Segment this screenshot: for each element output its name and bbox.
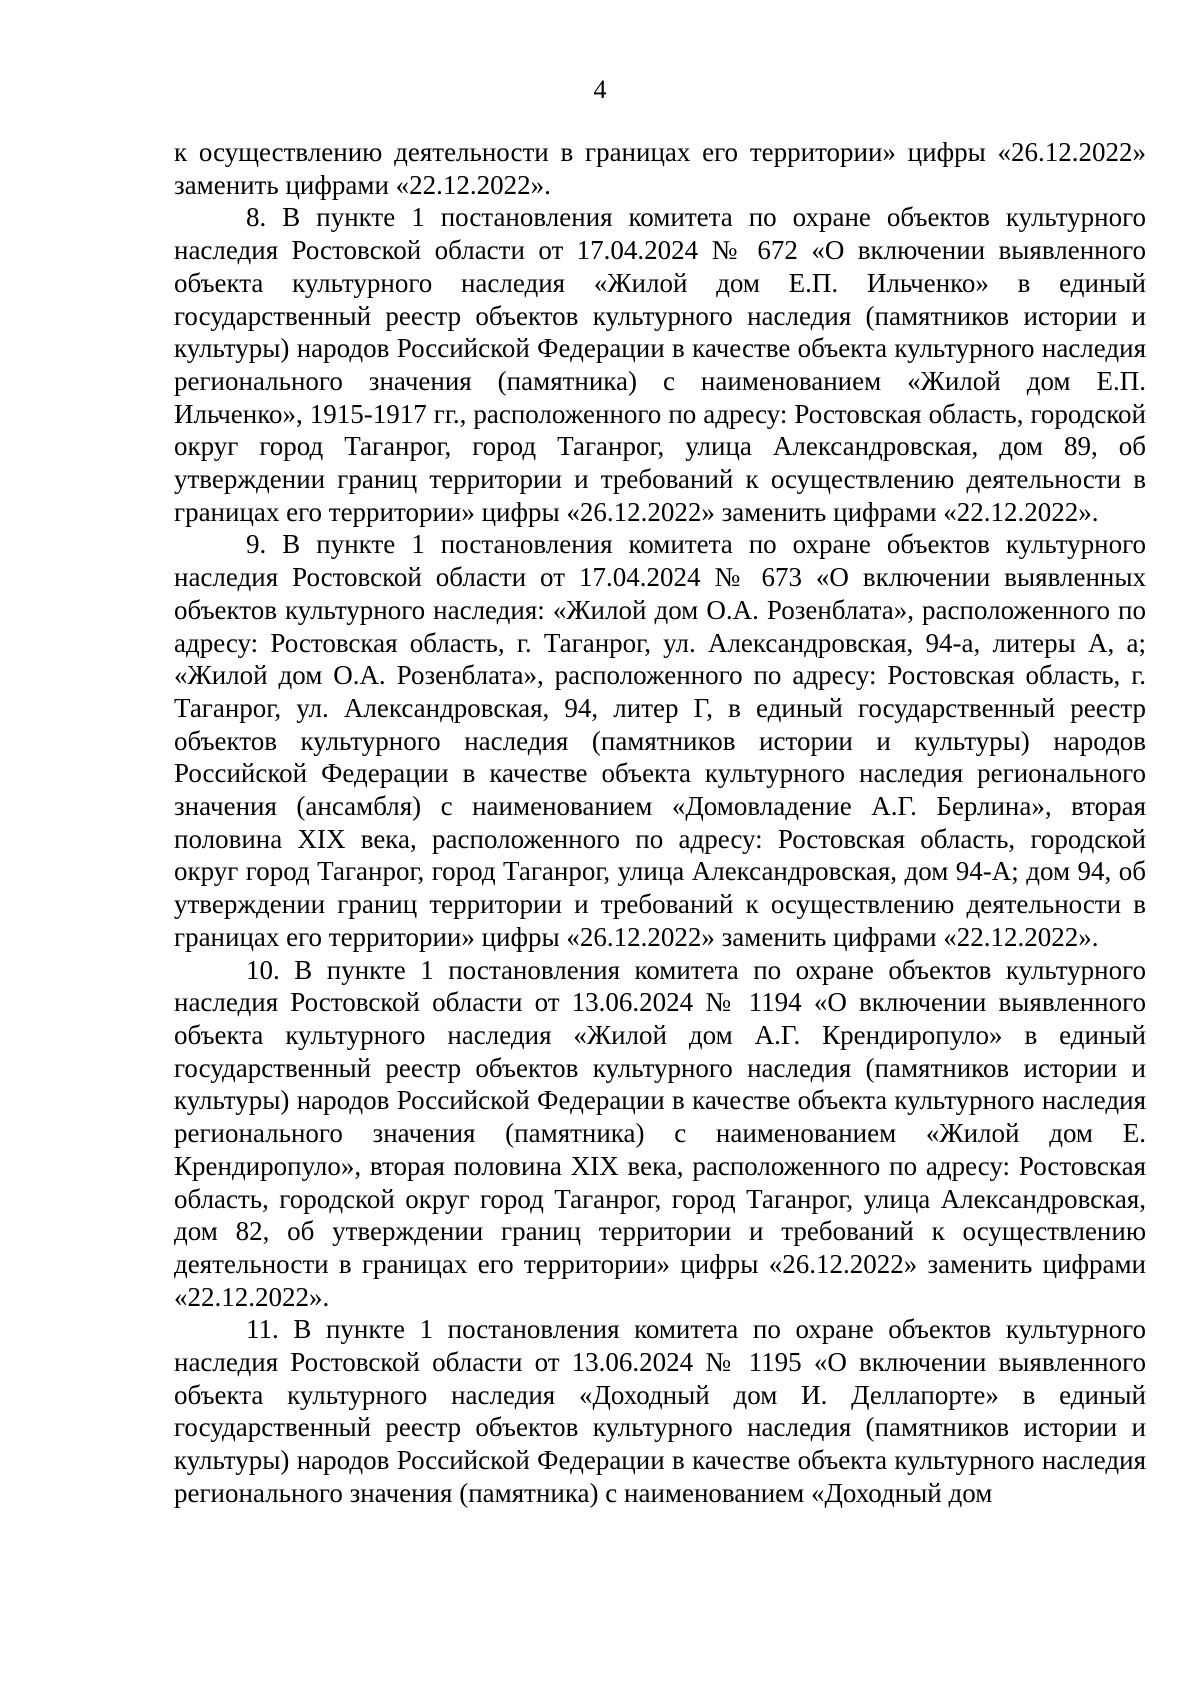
paragraph-item-11: 11. В пункте 1 постановления комитета по охране объектов культурного наследия Ростовской области от 13.06.2024 № 1195 «О включении выявленного объекта культурного наследия «Доходный дом И. Деллапорте» в единый государственный реестр объектов культурного наследия (памятников истории и культуры) народов Российской Федерации в качестве объекта культурного наследия регионального значения (памятника) с наименованием «Доходный дом [174, 1314, 1146, 1508]
paragraph-continuation: к осуществлению деятельности в границах его территории» цифры «26.12.2022» заменить цифрами «22.12.2022». [174, 137, 1146, 200]
paragraph-item-9: 9. В пункте 1 постановления комитета по охране объектов культурного наследия Ростовской области от 17.04.2024 № 673 «О включении выявленных объектов культурного наследия: «Жилой дом О.А. Розенблата», расположенного по адресу: Ростовская область, г. Таганрог, ул. Александровская, 94-а, литеры А, а; «Жилой дом О.А. Розенблата», расположенного по адресу: Ростовская область, г. Таганрог, ул. Александровская, 94, литер Г, в единый государственный реестр объектов культурного наследия (памятников истории и культуры) народов Российской Федерации в качестве объекта культурного наследия регионального значения (ансамбля) с наименованием «Домовладение А.Г. Берлина», вторая половина XIX века, расположенного по адресу: Ростовская область, городской округ город Таганрог, город Таганрог, улица Александровская, дом 94-А; дом 94, об утверждении границ территории и требований к осуществлению деятельности в границах его территории» цифры «26.12.2022» заменить цифрами «22.12.2022». [174, 529, 1146, 952]
document-body [174, 136, 1146, 1510]
paragraph-item-10: 10. В пункте 1 постановления комитета по охране объектов культурного наследия Ростовской области от 13.06.2024 № 1194 «О включении выявленного объекта культурного наследия «Жилой дом А.Г. Крендиропуло» в единый государственный реестр объектов культурного наследия (памятников истории и культуры) народов Российской Федерации в качестве объекта культурного наследия регионального значения (памятника) с наименованием «Жилой дом Е. Крендиропуло», вторая половина XIX века, расположенного по адресу: Ростовская область, городской округ город Таганрог, город Таганрог, улица Александровская, дом 82, об утверждении границ территории и требований к осуществлению деятельности в границах его территории» цифры «26.12.2022» заменить цифрами «22.12.2022». [174, 954, 1146, 1312]
page-number: 4 [593, 75, 607, 104]
paragraph-item-8: 8. В пункте 1 постановления комитета по охране объектов культурного наследия Ростовской области от 17.04.2024 № 672 «О включении выявленного объекта культурного наследия «Жилой дом Е.П. Ильченко» в единый государственный реестр объектов культурного наследия (памятников истории и культуры) народов Российской Федерации в качестве объекта культурного наследия регионального значения (памятника) с наименованием «Жилой дом Е.П. Ильченко», 1915-1917 гг., расположенного по адресу: Ростовская область, городской округ город Таганрог, город Таганрог, улица Александровская, дом 89, об утверждении границ территории и требований к осуществлению деятельности в границах его территории» цифры «26.12.2022» заменить цифрами «22.12.2022». [174, 202, 1146, 527]
